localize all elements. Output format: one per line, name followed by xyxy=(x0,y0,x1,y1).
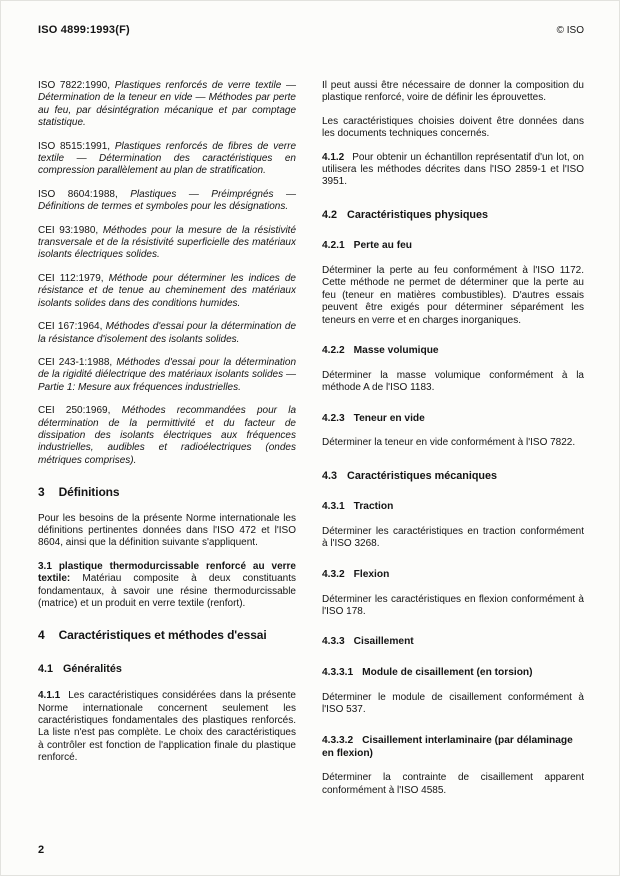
reference-title: Méthodes d'essai pour la détermination de la rigidité diélectrique des matériaux isolants solides — Partie 1: Mesure aux fréquences industrielles. xyxy=(38,356,296,393)
right-column xyxy=(322,80,584,808)
definition-term: 3.1 plastique thermodurcissable renforcé au verre textile: xyxy=(38,560,296,585)
paragraph: Déterminer la masse volumique conformément à la méthode A de l'ISO 1183. xyxy=(322,369,584,394)
clause-title: Traction xyxy=(353,501,394,513)
clause-number: 4.1 xyxy=(38,662,54,675)
standard-reference xyxy=(38,357,296,394)
reference-designation: CEI 167:1964, xyxy=(38,321,103,333)
clause-number: 4.2 xyxy=(322,208,338,221)
clause-title: Caractéristiques physiques xyxy=(347,208,489,221)
section-number: 4 xyxy=(38,628,45,643)
standard-reference xyxy=(38,273,296,310)
standard-reference xyxy=(38,80,296,130)
clause-number: 4.3.3 xyxy=(322,636,345,648)
clause-number: 4.3.1 xyxy=(322,501,345,513)
clause-title: Masse volumique xyxy=(353,345,439,357)
reference-designation: ISO 8515:1991, xyxy=(38,140,111,152)
clause-number: 4.3.3.1 xyxy=(322,667,354,679)
reference-designation: ISO 7822:1990, xyxy=(38,80,110,91)
reference-designation: CEI 243-1:1988, xyxy=(38,356,113,368)
reference-title: Méthode pour déterminer les indices de résistance et de tenue au cheminement des matériaux isolants solides dans des conditions humides. xyxy=(38,272,296,309)
paragraph: Déterminer la teneur en vide conformément à l'ISO 7822. xyxy=(322,437,576,449)
section-title: Définitions xyxy=(58,485,120,500)
clause-title: Teneur en vide xyxy=(353,412,425,424)
reference-designation: CEI 250:1969, xyxy=(38,405,111,417)
paragraph-text: Les caractéristiques considérées dans la présente Norme internationale concernent seulement les caractéristiques fondamentales des plastiques renforcés. La liste n'est pas complète. Le choix des caractéristiques à contrôler est fonction de l'application finale du plastique renforcé. xyxy=(38,690,296,764)
copyright-notice: © ISO xyxy=(556,25,584,36)
paragraph: Déterminer les caractéristiques en traction conformément à l'ISO 3268. xyxy=(322,526,584,550)
reference-title: Plastiques — Préimprégnés — Définitions de termes et symboles pour les désignations. xyxy=(38,188,296,213)
paragraph: Déterminer la perte au feu conformément à l'ISO 1172. Cette méthode ne permet de déterminer que la perte au feu (teneur en matières combustibles). D'autres essais peuvent être exigés pour déterminer séparément les teneurs en verre et en charges inorganiques. xyxy=(322,265,584,326)
reference-designation: ISO 8604:1988, xyxy=(38,188,118,200)
clause-number: 4.2.1 xyxy=(322,240,345,252)
clause-heading-traction xyxy=(322,501,584,514)
clause-heading-flexion xyxy=(322,569,584,582)
reference-title: Plastiques renforcés de fibres de verre textile — Détermination des caractéristiques en compression parallèlement au plan de stratification. xyxy=(38,140,297,177)
paragraph-text: Pour obtenir un échantillon représentatif d'un lot, on utilisera les méthodes décrites dans l'ISO 2859-1 et l'ISO 3951. xyxy=(322,151,584,188)
clause-title: Perte au feu xyxy=(353,240,412,252)
clause-title: Cisaillement interlaminaire (par délaminage en flexion) xyxy=(322,734,573,759)
clause-number: 4.3 xyxy=(322,469,338,482)
page-number: 2 xyxy=(38,844,45,856)
numbered-paragraph xyxy=(322,152,584,189)
clause-heading-physiques xyxy=(322,209,584,222)
section-number: 3 xyxy=(38,485,45,500)
clause-title: Module de cisaillement (en torsion) xyxy=(362,667,533,679)
clause-heading-cisaillement xyxy=(322,636,584,649)
clause-heading-perte-au-feu xyxy=(322,240,584,253)
standard-reference xyxy=(38,189,296,214)
definition-body: Matériau composite à deux constituants fondamentaux, à savoir une résine thermodurcissable (matrice) et un produit en verre textile (renfort). xyxy=(38,573,296,609)
clause-number: 4.3.2 xyxy=(322,568,345,580)
clause-title: Flexion xyxy=(353,568,390,580)
standard-reference xyxy=(38,141,296,178)
reference-title: Méthodes d'essai pour la détermination de la résistance d'isolement des isolants solides. xyxy=(38,321,297,345)
paragraph: Il peut aussi être nécessaire de donner la composition du plastique renforcé, voire de définir les éprouvettes. xyxy=(322,80,584,104)
clause-heading-module-cisaillement xyxy=(322,667,584,680)
paragraph-number: 4.1.1 xyxy=(38,690,61,702)
paragraph: Déterminer les caractéristiques en flexion conformément à l'ISO 178. xyxy=(322,593,584,618)
reference-title: Méthodes recommandées pour la détermination de la permittivité et du facteur de dissipation des isolants électriques aux fréquences industrielles, audibles et radioélectriques (ondes métriques comprises). xyxy=(38,405,297,466)
clause-number: 4.2.3 xyxy=(322,412,345,424)
paragraph: Déterminer le module de cisaillement conformément à l'ISO 537. xyxy=(322,691,584,716)
standard-reference xyxy=(38,321,296,346)
clause-title: Cisaillement xyxy=(353,636,414,648)
section-heading-characteristics xyxy=(38,628,296,642)
clause-heading-teneur-en-vide xyxy=(322,413,584,426)
definition-paragraph xyxy=(38,561,296,611)
clause-heading-generalites xyxy=(38,663,296,676)
clause-title: Caractéristiques mécaniques xyxy=(347,469,498,482)
reference-title: Méthodes pour la mesure de la résistivité transversale et de la résistivité superficielle des matériaux isolants électriques solides. xyxy=(38,224,297,261)
clause-heading-cisaillement-interlaminaire xyxy=(322,735,584,761)
reference-designation: CEI 112:1979, xyxy=(38,272,104,284)
reference-designation: CEI 93:1980, xyxy=(38,224,99,236)
clause-title: Généralités xyxy=(63,662,122,675)
clause-number: 4.2.2 xyxy=(322,345,345,357)
document-id: ISO 4899:1993(F) xyxy=(38,24,130,36)
clause-number: 4.3.3.2 xyxy=(322,734,354,746)
paragraph: Les caractéristiques choisies doivent être données dans les documents techniques concernés. xyxy=(322,115,584,140)
paragraph-number: 4.1.2 xyxy=(322,151,345,163)
paragraph: Pour les besoins de la présente Norme internationale les définitions pertinentes données dans l'ISO 472 et l'ISO 8604, ainsi que la définition suivante s'appliquent. xyxy=(38,512,296,549)
standard-reference xyxy=(38,225,296,262)
clause-heading-mecaniques xyxy=(322,470,584,483)
standard-reference xyxy=(38,405,296,467)
numbered-paragraph xyxy=(38,690,296,764)
left-column xyxy=(38,80,296,776)
reference-title: Plastiques renforcés de verre textile — Détermination de la teneur en vide — Méthodes par perte au feu, par désintégration mécanique et par comptage statistique. xyxy=(38,80,297,129)
clause-heading-masse-volumique xyxy=(322,345,584,358)
section-heading-definitions xyxy=(38,485,296,499)
section-title: Caractéristiques et méthodes d'essai xyxy=(58,628,267,643)
paragraph: Déterminer la contrainte de cisaillement apparent conformément à l'ISO 4585. xyxy=(322,772,584,796)
